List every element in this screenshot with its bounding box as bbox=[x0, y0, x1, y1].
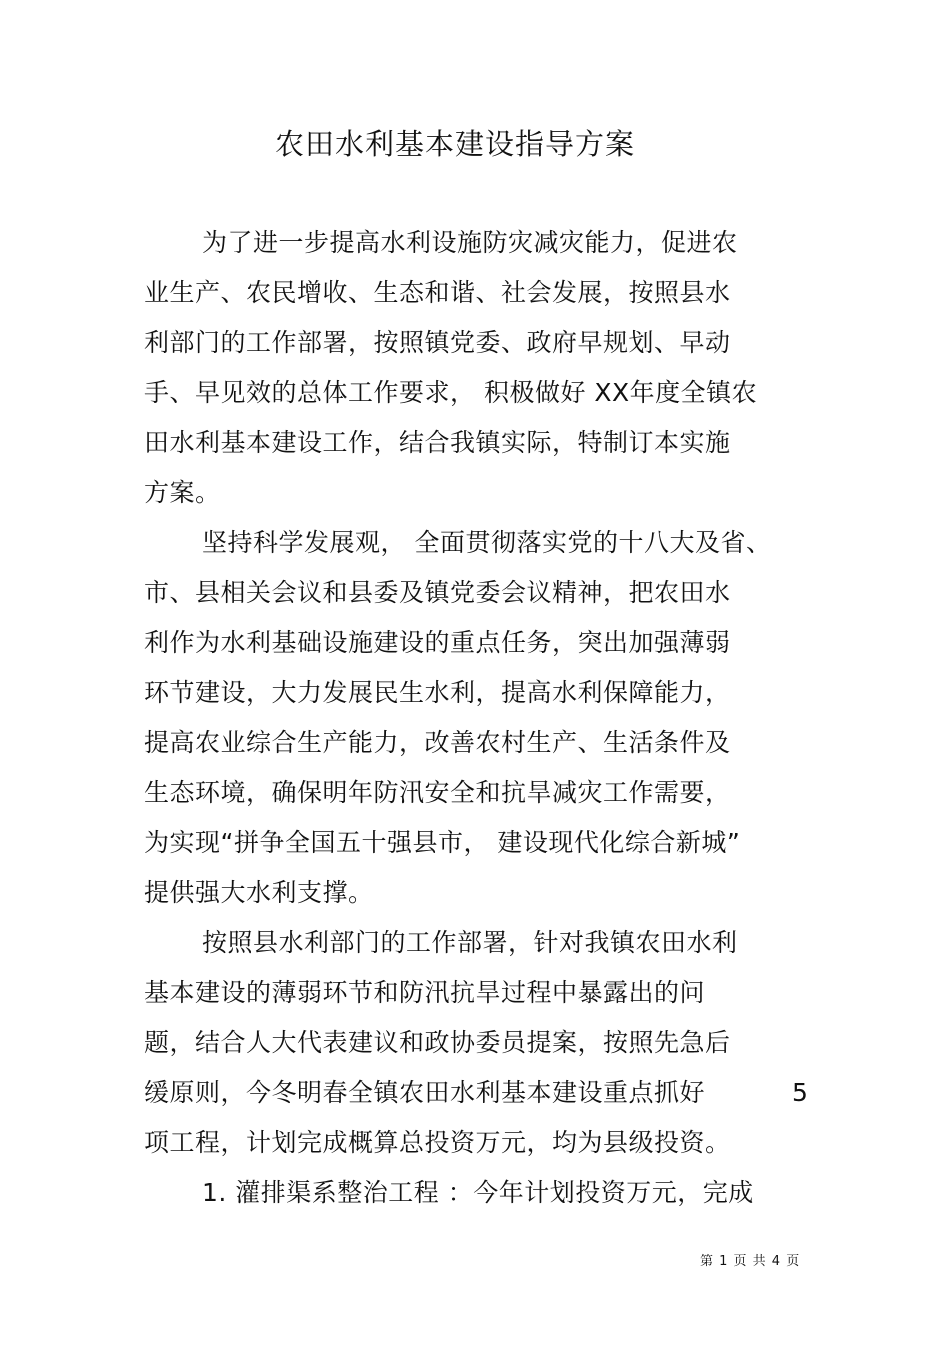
paragraph-line: 按照县水利部门的工作部署，针对我镇农田水利 bbox=[202, 928, 738, 957]
project-count: 5 bbox=[792, 1078, 808, 1107]
paragraph-line: 坚持科学发展观， 全面贯彻落实党的十八大及省、 bbox=[202, 528, 772, 557]
paragraph-line: 基本建设的薄弱环节和防汛抗旱过程中暴露出的问 bbox=[144, 978, 706, 1007]
paragraph-line: 为实现“拼争全国五十强县市， 建设现代化综合新城” bbox=[144, 828, 741, 857]
paragraph-line: 提供强大水利支撑。 bbox=[144, 878, 374, 907]
paragraph-line: 市、县相关会议和县委及镇党委会议精神，把农田水 bbox=[144, 578, 731, 607]
paragraph-line: 提高农业综合生产能力，改善农村生产、生活条件及 bbox=[144, 728, 731, 757]
paragraph-line: 环节建设，大力发展民生水利，提高水利保障能力， bbox=[144, 678, 731, 707]
paragraph-line: 利部门的工作部署，按照镇党委、政府早规划、早动 bbox=[144, 328, 731, 357]
paragraph-line: 题，结合人大代表建议和政协委员提案，按照先急后 bbox=[144, 1028, 731, 1057]
paragraph-line: 生态环境，确保明年防汛安全和抗旱减灾工作需要， bbox=[144, 778, 731, 807]
paragraph-line: 缓原则，今冬明春全镇农田水利基本建设重点抓好 bbox=[144, 1078, 706, 1107]
list-item: 1. 灌排渠系整治工程 ：今年计划投资万元，完成 bbox=[202, 1178, 754, 1207]
paragraph-line: 田水利基本建设工作，结合我镇实际，特制订本实施 bbox=[144, 428, 731, 457]
document-title: 农田水利基本建设指导方案 bbox=[274, 127, 635, 161]
paragraph-line: 为了进一步提高水利设施防灾减灾能力，促进农 bbox=[202, 228, 738, 257]
paragraph-line: 方案。 bbox=[144, 478, 221, 507]
paragraph-line: 利作为水利基础设施建设的重点任务，突出加强薄弱 bbox=[144, 628, 731, 657]
paragraph-line: 项工程，计划完成概算总投资万元，均为县级投资。 bbox=[144, 1128, 731, 1157]
page-footer: 第 1 页 共 4 页 bbox=[700, 1254, 801, 1269]
paragraph-line: 手、早见效的总体工作要求， 积极做好 XX年度全镇农 bbox=[144, 378, 758, 407]
paragraph-line: 业生产、农民增收、生态和谐、社会发展，按照县水 bbox=[144, 278, 731, 307]
